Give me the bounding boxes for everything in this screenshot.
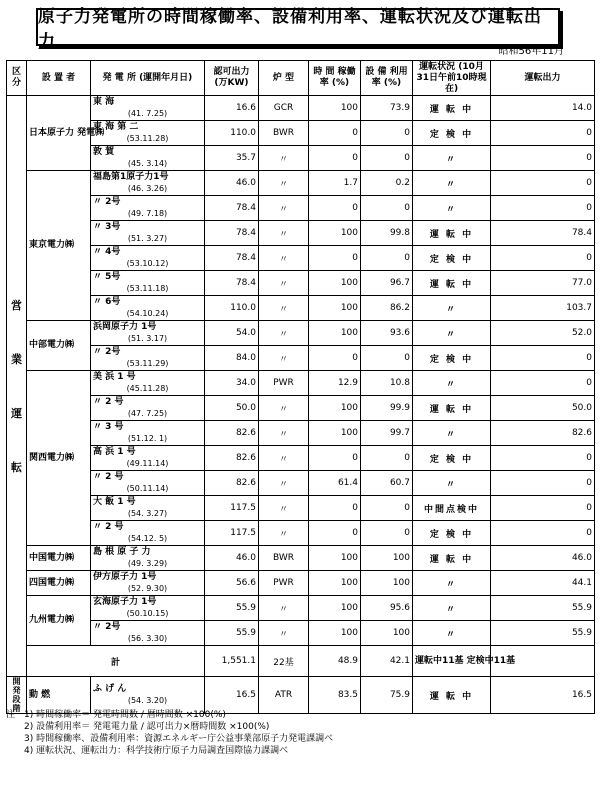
plant-cell (91, 496, 205, 521)
time-rate-cell: 100 (309, 621, 361, 646)
output-cell: 0 (491, 371, 595, 396)
plant-start-date: (45. 3.14) (127, 159, 168, 168)
util-rate-cell: 0 (361, 521, 413, 546)
util-rate-cell: 75.9 (361, 677, 413, 714)
plant-cell (91, 371, 205, 396)
output-cell: 50.0 (491, 396, 595, 421)
time-rate-cell: 0 (309, 521, 361, 546)
time-rate-cell: 0 (309, 146, 361, 171)
footnotes (6, 709, 594, 757)
output-cell: 52.0 (491, 321, 595, 346)
util-rate-cell: 73.9 (361, 96, 413, 121)
plant-cell (91, 221, 205, 246)
plant-start-date: (49. 7.18) (127, 209, 168, 218)
total-util-rate: 42.1 (361, 646, 413, 677)
plant-cell (91, 146, 205, 171)
status-cell: 定 検 中 (413, 121, 491, 146)
status-cell: 中間点検中 (413, 496, 491, 521)
note-3: 3) 時間稼働率、設備利用率：資源エネルギー庁公益事業部原子力発電課調べ (24, 734, 334, 744)
table-body (7, 96, 595, 714)
status-cell: 〃 (413, 371, 491, 396)
plant-name: 東 海 第 二 (93, 122, 139, 132)
status-cell: 定 検 中 (413, 246, 491, 271)
reactor-cell: 〃 (259, 246, 309, 271)
time-rate-cell: 100 (309, 96, 361, 121)
time-rate-cell: 100 (309, 221, 361, 246)
time-rate-cell: 100 (309, 546, 361, 571)
plant-start-date: (54. 3.27) (127, 509, 168, 518)
reactor-cell: 〃 (259, 621, 309, 646)
table-row (7, 621, 595, 646)
util-rate-cell: 0 (361, 246, 413, 271)
plant-start-date: (54. 3.20) (127, 696, 168, 705)
plant-name: 〃 2号 (93, 622, 121, 632)
plant-name: 〃 2 号 (93, 522, 124, 532)
capacity-cell: 46.0 (205, 546, 259, 571)
table-row (7, 446, 595, 471)
header-capacity: 認可出力 (万KW) (205, 61, 259, 96)
output-cell: 0 (491, 146, 595, 171)
plant-start-date: (51. 3.17) (127, 334, 168, 343)
status-cell: 〃 (413, 296, 491, 321)
util-rate-cell: 10.8 (361, 371, 413, 396)
reactor-cell: 〃 (259, 221, 309, 246)
plant-start-date: (49.11.14) (126, 459, 169, 468)
util-rate-cell: 0 (361, 496, 413, 521)
table-row (7, 471, 595, 496)
header-time-rate: 時 間 稼働率 (%) (309, 61, 361, 96)
reactor-cell: PWR (259, 571, 309, 596)
reactor-cell: 〃 (259, 496, 309, 521)
table-row (7, 396, 595, 421)
time-rate-cell: 100 (309, 571, 361, 596)
header-util-rate: 設 備 利用率 (%) (361, 61, 413, 96)
total-capacity: 1,551.1 (205, 646, 259, 677)
output-cell: 0 (491, 246, 595, 271)
capacity-cell: 55.9 (205, 621, 259, 646)
dev-row (7, 677, 595, 714)
table-row (7, 96, 595, 121)
capacity-cell: 117.5 (205, 521, 259, 546)
plant-start-date: (49. 3.29) (127, 559, 168, 568)
note-4: 4) 運転状況、運転出力：科学技術庁原子力局調査国際協力課調べ (24, 746, 289, 756)
capacity-cell: 110.0 (205, 296, 259, 321)
capacity-cell: 55.9 (205, 596, 259, 621)
reactor-cell: 〃 (259, 446, 309, 471)
header-operator: 設 置 者 (27, 61, 91, 96)
status-cell: 運 転 中 (413, 271, 491, 296)
capacity-cell: 34.0 (205, 371, 259, 396)
plant-name: 〃 2号 (93, 197, 121, 207)
plant-name: 敦 賀 (93, 147, 115, 157)
operator-cell: 関西電力㈱ (27, 371, 91, 546)
plant-cell (91, 596, 205, 621)
operator-cell: 東京電力㈱ (27, 171, 91, 321)
status-cell: 運 転 中 (413, 96, 491, 121)
plant-name: 玄海原子力 1号 (93, 597, 157, 607)
total-time-rate: 48.9 (309, 646, 361, 677)
table-row (7, 221, 595, 246)
util-rate-cell: 0 (361, 346, 413, 371)
plant-name: 島 根 原 子 力 (93, 547, 151, 557)
plant-cell (91, 521, 205, 546)
plant-start-date: (50.11.14) (126, 484, 169, 493)
status-cell: 〃 (413, 596, 491, 621)
category-char: 営 (11, 299, 22, 312)
reactor-cell: 〃 (259, 521, 309, 546)
util-rate-cell: 0.2 (361, 171, 413, 196)
status-cell: 〃 (413, 571, 491, 596)
table-row (7, 146, 595, 171)
status-cell: 定 検 中 (413, 346, 491, 371)
total-row (7, 646, 595, 677)
util-rate-cell: 99.7 (361, 421, 413, 446)
util-rate-cell: 99.8 (361, 221, 413, 246)
plant-name: 〃 2号 (93, 347, 121, 357)
plant-name: 〃 3 号 (93, 422, 124, 432)
util-rate-cell: 95.6 (361, 596, 413, 621)
document-date: 昭和56年11月 (498, 46, 564, 57)
time-rate-cell: 1.7 (309, 171, 361, 196)
util-rate-cell: 86.2 (361, 296, 413, 321)
plant-cell (91, 446, 205, 471)
note-2: 2) 設備利用率＝ 発電電力量 / 認可出力×暦時間数 ×100(%) (24, 722, 270, 732)
reactor-cell: 〃 (259, 321, 309, 346)
capacity-cell: 84.0 (205, 346, 259, 371)
operator-cell: 四国電力㈱ (27, 571, 91, 596)
plant-name: 浜岡原子力 1号 (93, 322, 157, 332)
plant-name: 大 飯 1 号 (93, 497, 136, 507)
time-rate-cell: 100 (309, 421, 361, 446)
table-row (7, 271, 595, 296)
table-row (7, 496, 595, 521)
operator-cell: 九州電力㈱ (27, 596, 91, 646)
output-cell: 0 (491, 471, 595, 496)
time-rate-cell: 100 (309, 321, 361, 346)
output-cell: 82.6 (491, 421, 595, 446)
plant-cell (91, 421, 205, 446)
table-row (7, 246, 595, 271)
status-cell: 〃 (413, 621, 491, 646)
plant-name: 〃 5号 (93, 272, 121, 282)
header-status: 運転状況 (10月31日午前10時現在) (413, 61, 491, 96)
capacity-cell: 78.4 (205, 246, 259, 271)
table-row (7, 571, 595, 596)
plant-name: 高 浜 1 号 (93, 447, 136, 457)
plant-cell (91, 271, 205, 296)
plant-cell (91, 471, 205, 496)
plant-start-date: (51.12. 1) (127, 434, 168, 443)
header-reactor: 炉 型 (259, 61, 309, 96)
time-rate-cell: 12.9 (309, 371, 361, 396)
plant-name: 〃 4号 (93, 247, 121, 257)
plant-cell (91, 571, 205, 596)
output-cell: 77.0 (491, 271, 595, 296)
status-cell: 〃 (413, 471, 491, 496)
plant-start-date: (52. 9.30) (127, 584, 168, 593)
reactor-cell: BWR (259, 546, 309, 571)
status-cell: 定 検 中 (413, 521, 491, 546)
note-1: 注 1) 時間稼働率＝ 発電時間数 / 暦時間数 ×100(%) (6, 710, 226, 720)
plant-cell (91, 196, 205, 221)
capacity-cell: 54.0 (205, 321, 259, 346)
category-char: 運 (11, 407, 22, 420)
table-row (7, 346, 595, 371)
table-row (7, 196, 595, 221)
time-rate-cell: 61.4 (309, 471, 361, 496)
table-row (7, 596, 595, 621)
output-cell: 44.1 (491, 571, 595, 596)
output-cell: 55.9 (491, 596, 595, 621)
time-rate-cell: 0 (309, 346, 361, 371)
plant-name: 〃 2 号 (93, 397, 124, 407)
reactor-cell: 〃 (259, 296, 309, 321)
plant-cell (91, 546, 205, 571)
total-reactor-count: 22基 (259, 646, 309, 677)
output-cell: 0 (491, 121, 595, 146)
util-rate-cell: 60.7 (361, 471, 413, 496)
operator-cell: 中部電力㈱ (27, 321, 91, 371)
status-cell: 〃 (413, 171, 491, 196)
category-commercial (7, 96, 27, 677)
status-cell: 運 転 中 (413, 546, 491, 571)
util-rate-cell: 100 (361, 571, 413, 596)
capacity-cell: 16.5 (205, 677, 259, 714)
operator-cell: 動 燃 (27, 677, 91, 714)
capacity-cell: 78.4 (205, 221, 259, 246)
plant-start-date: (53.11.18) (126, 284, 169, 293)
plant-start-date: (53.11.28) (126, 134, 169, 143)
output-cell: 14.0 (491, 96, 595, 121)
plant-cell (91, 396, 205, 421)
plant-start-date: (56. 3.30) (127, 634, 168, 643)
category-char: 業 (11, 353, 22, 366)
util-rate-cell: 99.9 (361, 396, 413, 421)
output-cell: 0 (491, 496, 595, 521)
output-cell: 46.0 (491, 546, 595, 571)
category-development: 開発 段階 (7, 677, 27, 714)
util-rate-cell: 0 (361, 446, 413, 471)
reactor-cell: 〃 (259, 146, 309, 171)
output-cell: 103.7 (491, 296, 595, 321)
capacity-cell: 35.7 (205, 146, 259, 171)
plant-name: 伊方原子力 1号 (93, 572, 157, 582)
plant-name: 〃 3号 (93, 222, 121, 232)
capacity-cell: 78.4 (205, 271, 259, 296)
reactor-cell: 〃 (259, 471, 309, 496)
plant-cell (91, 171, 205, 196)
time-rate-cell: 0 (309, 196, 361, 221)
table-row (7, 371, 595, 396)
reactor-cell: 〃 (259, 396, 309, 421)
plant-start-date: (54.12. 5) (127, 534, 168, 543)
util-rate-cell: 96.7 (361, 271, 413, 296)
plant-start-date: (45.11.28) (126, 384, 169, 393)
capacity-cell: 46.0 (205, 171, 259, 196)
total-label: 計 (27, 646, 205, 677)
plant-cell (91, 621, 205, 646)
table-row (7, 171, 595, 196)
page-title: 原子力発電所の時間稼働率、設備利用率、運転状況及び運転出力 (36, 8, 560, 46)
output-cell: 0 (491, 171, 595, 196)
time-rate-cell: 0 (309, 496, 361, 521)
reactor-cell: 〃 (259, 596, 309, 621)
time-rate-cell: 0 (309, 246, 361, 271)
status-cell: 〃 (413, 321, 491, 346)
reactor-cell: ATR (259, 677, 309, 714)
header-category: 区分 (7, 61, 27, 96)
output-cell: 0 (491, 196, 595, 221)
output-cell: 78.4 (491, 221, 595, 246)
util-rate-cell: 100 (361, 621, 413, 646)
reactor-cell: 〃 (259, 171, 309, 196)
plant-cell (91, 346, 205, 371)
plant-cell (91, 246, 205, 271)
header-plant: 発 電 所 (運開年月日) (91, 61, 205, 96)
output-cell: 0 (491, 346, 595, 371)
plant-table (6, 60, 595, 714)
util-rate-cell: 0 (361, 146, 413, 171)
plant-cell (91, 121, 205, 146)
status-cell: 運 転 中 (413, 396, 491, 421)
util-rate-cell: 100 (361, 546, 413, 571)
plant-cell (91, 321, 205, 346)
plant-start-date: (53.11.29) (126, 359, 169, 368)
table-row (7, 521, 595, 546)
reactor-cell: BWR (259, 121, 309, 146)
status-cell: 〃 (413, 146, 491, 171)
capacity-cell: 117.5 (205, 496, 259, 521)
operator-cell: 日本原子力 発電㈱ (27, 96, 91, 171)
plant-name: ふ げ ん (93, 684, 127, 694)
reactor-cell: PWR (259, 371, 309, 396)
plant-cell (91, 677, 205, 714)
reactor-cell: GCR (259, 96, 309, 121)
plant-start-date: (50.10.15) (126, 609, 169, 618)
plant-name: 〃 6号 (93, 297, 121, 307)
time-rate-cell: 0 (309, 446, 361, 471)
reactor-cell: 〃 (259, 346, 309, 371)
status-cell: 運 転 中 (413, 677, 491, 714)
status-cell: 〃 (413, 196, 491, 221)
plant-start-date: (41. 7.25) (127, 109, 168, 118)
output-cell: 55.9 (491, 621, 595, 646)
reactor-cell: 〃 (259, 271, 309, 296)
capacity-cell: 78.4 (205, 196, 259, 221)
capacity-cell: 110.0 (205, 121, 259, 146)
capacity-cell: 16.6 (205, 96, 259, 121)
time-rate-cell: 83.5 (309, 677, 361, 714)
plant-name: 〃 2 号 (93, 472, 124, 482)
table-row (7, 296, 595, 321)
category-char: 転 (11, 461, 22, 474)
capacity-cell: 56.6 (205, 571, 259, 596)
plant-start-date: (53.10.12) (126, 259, 169, 268)
table-row (7, 546, 595, 571)
util-rate-cell: 0 (361, 196, 413, 221)
operator-cell: 中国電力㈱ (27, 546, 91, 571)
plant-cell (91, 96, 205, 121)
status-cell: 定 検 中 (413, 446, 491, 471)
output-cell: 0 (491, 446, 595, 471)
plant-name: 美 浜 1 号 (93, 372, 136, 382)
plant-name: 東 海 (93, 97, 115, 107)
capacity-cell: 82.6 (205, 471, 259, 496)
output-cell: 16.5 (491, 677, 595, 714)
header-row (7, 61, 595, 96)
time-rate-cell: 100 (309, 296, 361, 321)
plant-cell (91, 296, 205, 321)
capacity-cell: 82.6 (205, 421, 259, 446)
capacity-cell: 82.6 (205, 446, 259, 471)
time-rate-cell: 100 (309, 271, 361, 296)
total-status: 運転中11基 定検中11基 (413, 646, 491, 677)
header-output: 運転出力 (491, 61, 595, 96)
plant-name: 福島第1原子力1号 (93, 172, 169, 182)
time-rate-cell: 100 (309, 596, 361, 621)
output-cell: 0 (491, 521, 595, 546)
table-row (7, 321, 595, 346)
plant-start-date: (54.10.24) (126, 309, 169, 318)
plant-start-date: (46. 3.26) (127, 184, 168, 193)
status-cell: 運 転 中 (413, 221, 491, 246)
time-rate-cell: 0 (309, 121, 361, 146)
plant-start-date: (47. 7.25) (127, 409, 168, 418)
status-cell: 〃 (413, 421, 491, 446)
util-rate-cell: 93.6 (361, 321, 413, 346)
table-row (7, 421, 595, 446)
plant-start-date: (51. 3.27) (127, 234, 168, 243)
util-rate-cell: 0 (361, 121, 413, 146)
reactor-cell: 〃 (259, 421, 309, 446)
reactor-cell: 〃 (259, 196, 309, 221)
capacity-cell: 50.0 (205, 396, 259, 421)
time-rate-cell: 100 (309, 396, 361, 421)
